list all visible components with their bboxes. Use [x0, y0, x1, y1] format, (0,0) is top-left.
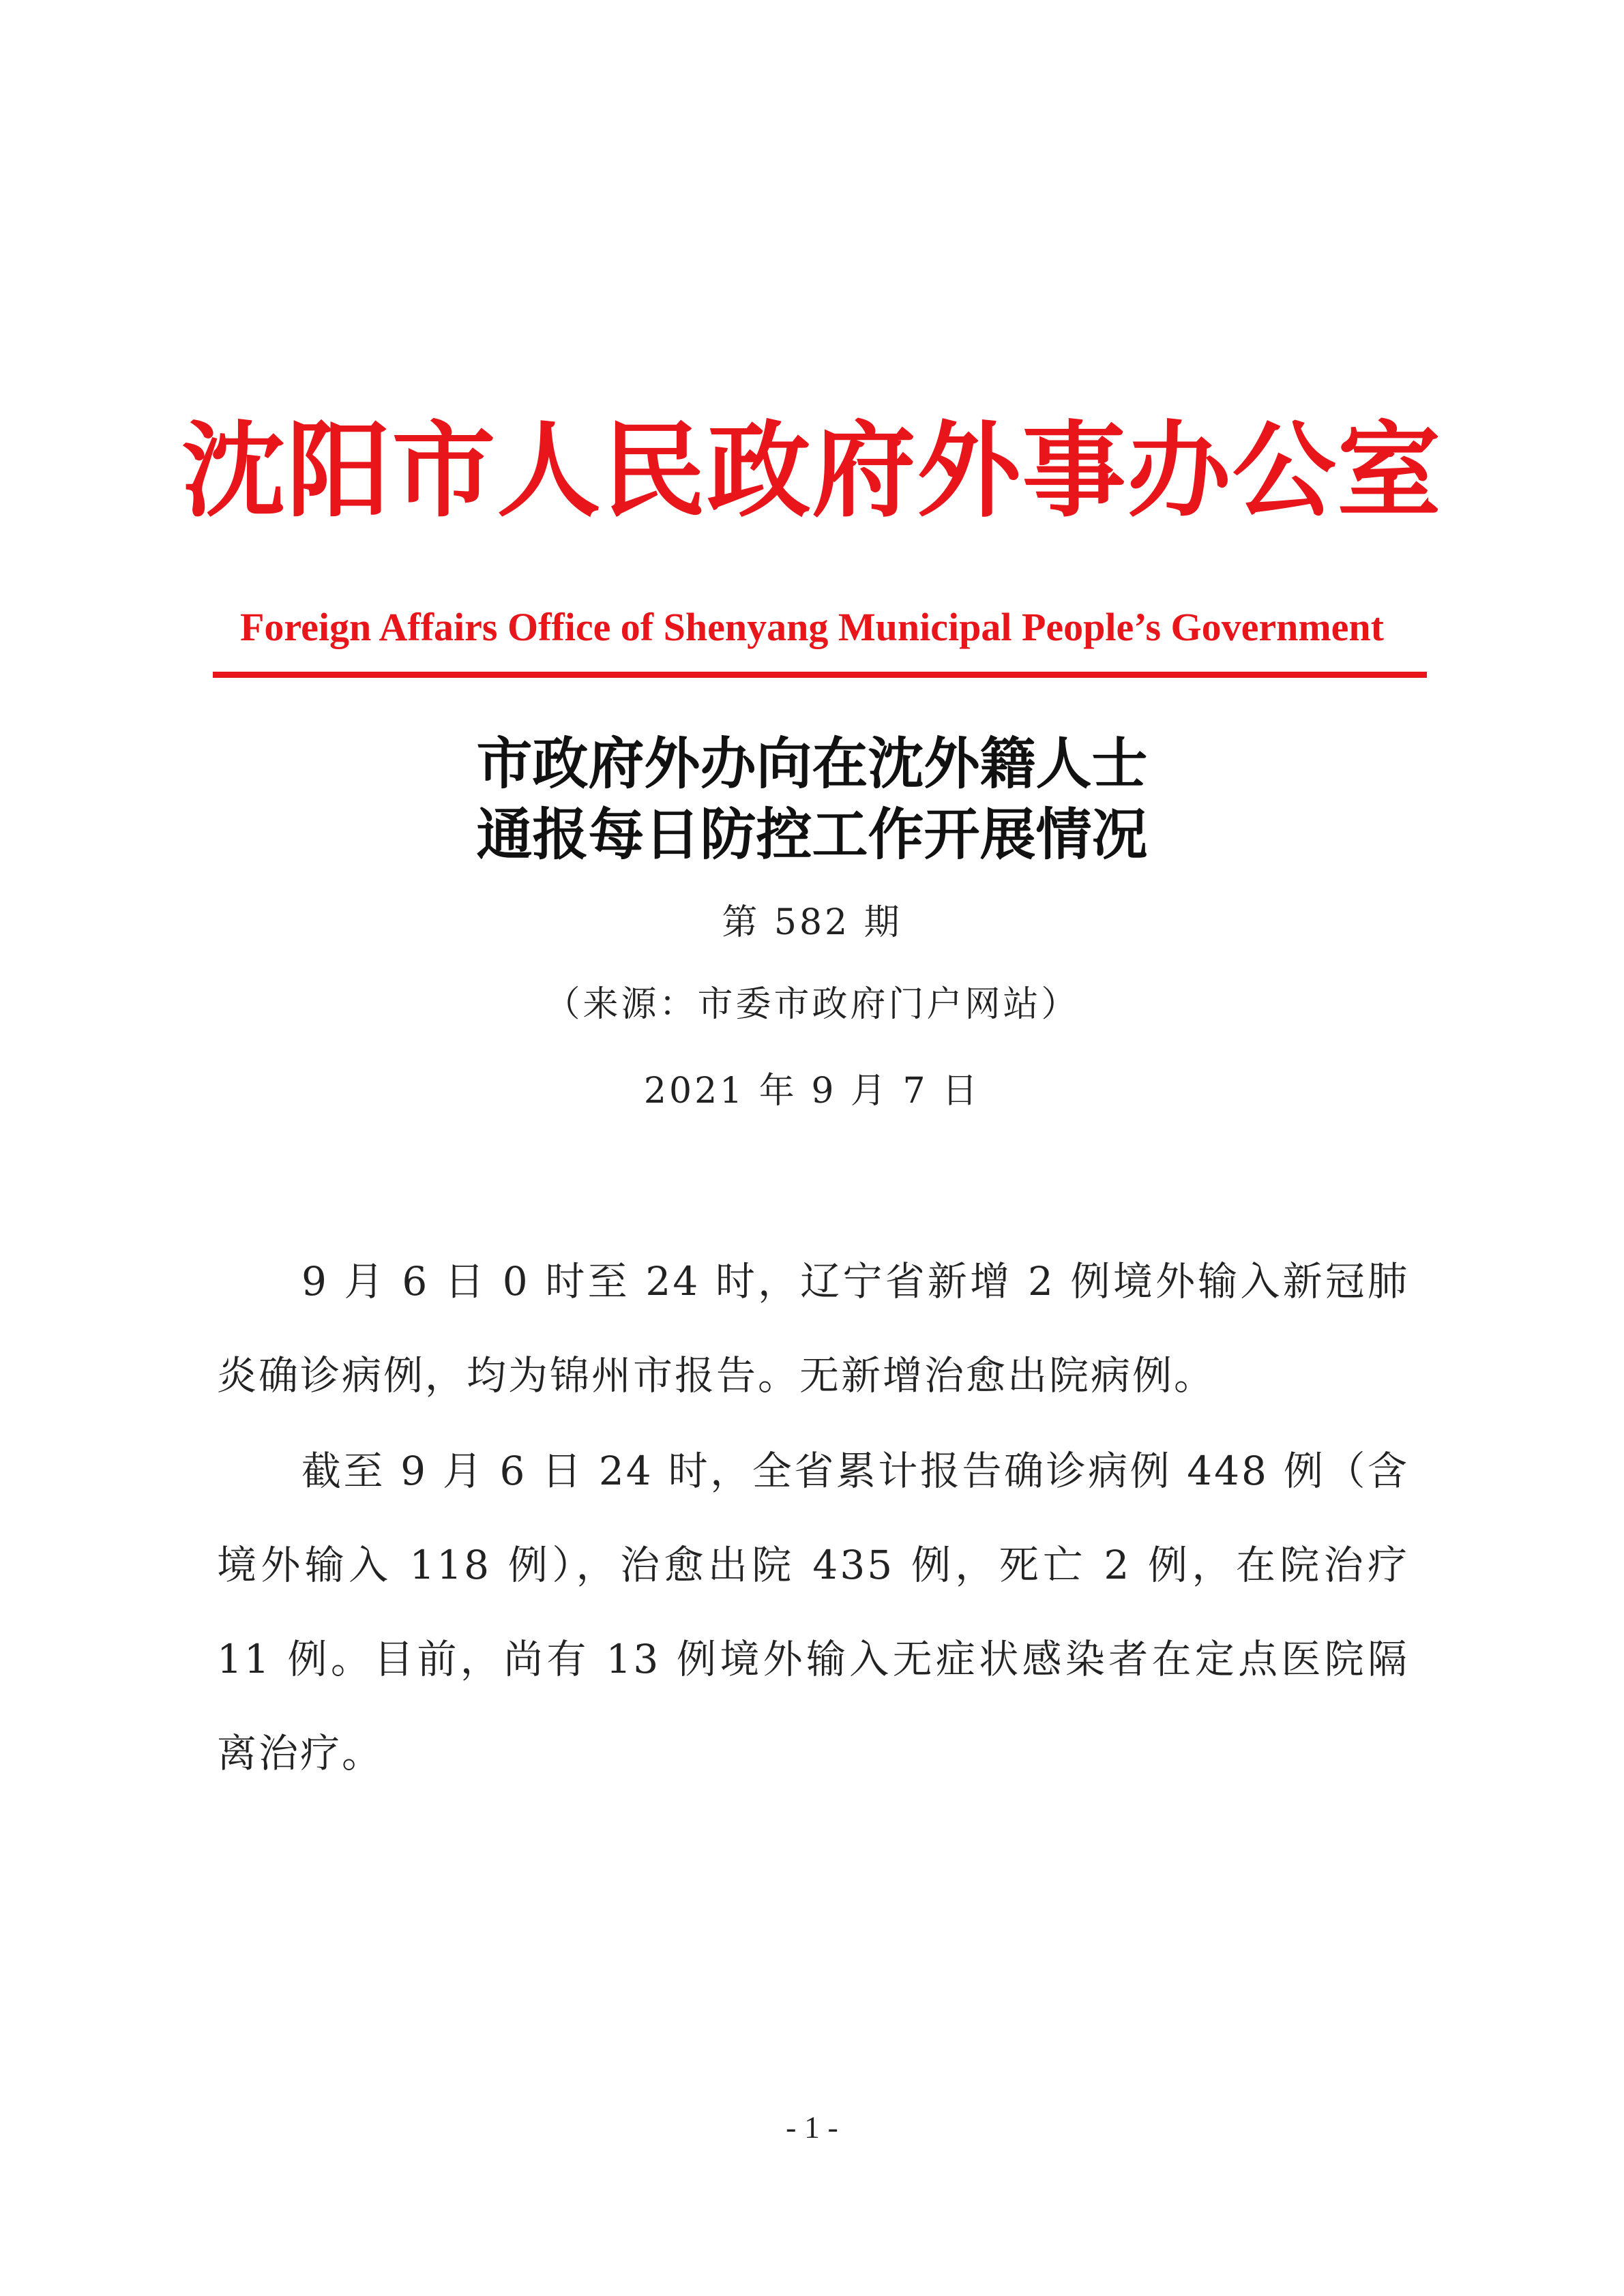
body-paragraph: 截至 9 月 6 日 24 时，全省累计报告确诊病例 448 例（含境外输入 118 例），治愈出院 435 例，死亡 2 例，在院治疗 11 例。目前，尚有 13 例境外输入无症状感染者在定点医院隔离治疗。 [217, 1448, 1409, 1776]
masthead-title-en: Foreign Affairs Office of Shenyang Municipal People’s Government [239, 605, 1384, 649]
page-number: - 1 - [786, 2110, 838, 2145]
document-title-line-1: 市政府外办向在沈外籍人士 [476, 731, 1148, 796]
issue-number: 第 582 期 [722, 902, 902, 943]
masthead-divider [213, 672, 1427, 678]
masthead-title-cn: 沈阳市人民政府外事办公室 [181, 409, 1443, 531]
publish-date: 2021 年 9 月 7 日 [643, 1071, 981, 1112]
document-body [217, 1234, 1409, 1800]
body-paragraph: 9 月 6 日 0 时至 24 时，辽宁省新增 2 例境外输入新冠肺炎确诊病例，均为锦州市报告。无新增治愈出院病例。 [217, 1258, 1409, 1399]
source-line: （来源：市委市政府门户网站） [544, 984, 1080, 1025]
document-title-line-2: 通报每日防控工作开展情况 [476, 802, 1148, 867]
document-title [0, 728, 1624, 870]
